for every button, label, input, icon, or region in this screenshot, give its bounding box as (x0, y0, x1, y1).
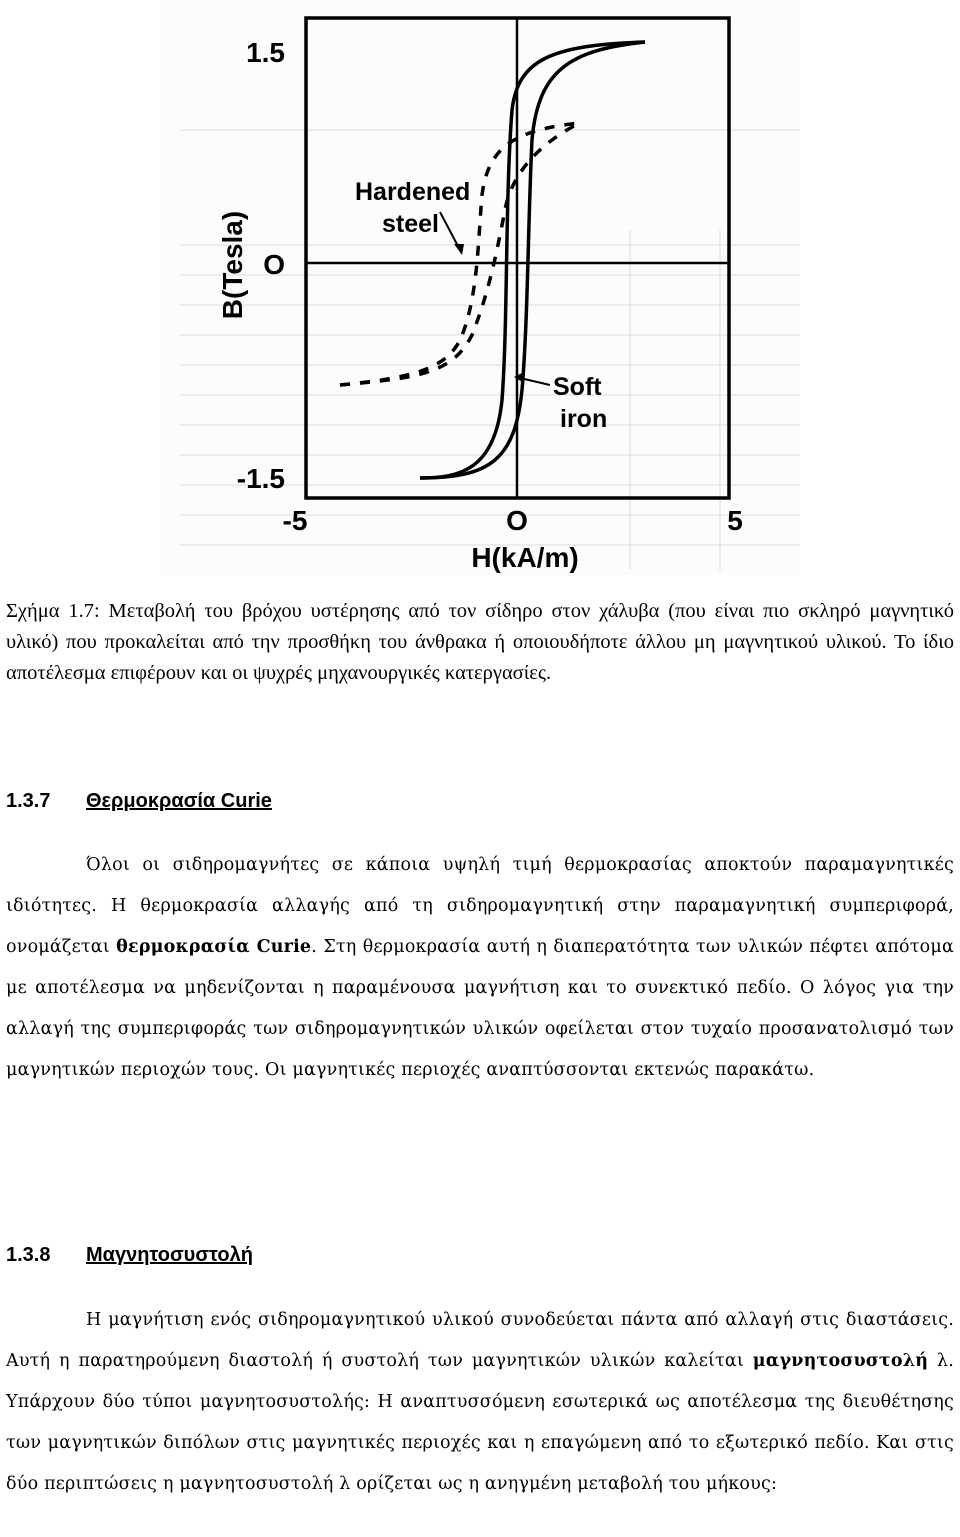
soft-label-line1: Soft (553, 373, 602, 401)
y-tick-top: 1.5 (246, 37, 285, 68)
section-title: Μαγνητοσυστολή (86, 1244, 253, 1266)
paragraph-text: Όλοι οι σιδηρομαγνήτες σε κάποια υψηλή τιμή θερμοκρασίας αποκτούν παραμαγνητικές ιδιότητες. Η θερμοκρασία αλλαγής από τη σιδηρομαγνητική στην παραμαγνητική συμπεριφορά, ονομάζεται (6, 855, 954, 957)
y-tick-zero: O (263, 249, 285, 280)
figure-caption: Σχήμα 1.7: Μεταβολή του βρόχου υστέρησης από τον σίδηρο στον χάλυβα (που είναι πιο σκληρό μαγνητικό υλικό) που προκαλείται από την προσθήκη του άνθρακα ή οποιουδήποτε άλλου μη μαγνητικού υλικού. Το ίδιο αποτέλεσμα επιφέρουν και οι ψυχρές μηχανουργικές κατεργασίες. (6, 600, 954, 684)
x-tick-right: 5 (727, 505, 743, 536)
paragraph-curie (6, 845, 954, 1091)
y-axis-label: B(Tesla) (217, 210, 248, 320)
paragraph-text-cont: λ. Υπάρχουν δύο τύποι μαγνητοσυστολής: Η αναπτυσσόμενη εσωτερικά ως αποτέλεσμα της διευθέτησης των μαγνητικών διπόλων στις μαγνητικές περιοχές και η επαγώμενη από το εξωτερικό πεδίο. Και στις δύο περιπτώσεις η μαγνητοσυστολή λ ορίζεται ως η ανηγμένη μεταβολή του μήκους: (6, 1351, 954, 1494)
x-tick-zero: O (506, 505, 528, 536)
hardened-label-line1: Hardened (355, 178, 471, 206)
x-axis-label: H(kA/m) (471, 542, 579, 573)
section-number: 1.3.8 (6, 1244, 51, 1266)
soft-label-line2: iron (560, 405, 608, 433)
section-title: Θερμοκρασία Curie (86, 790, 272, 812)
paragraph-text-cont: . Στη θερμοκρασία αυτή η διαπερατότητα των υλικών πέφτει απότομα με αποτέλεσμα να μηδενίζονται η παραμένουσα μαγνήτιση και το συνεκτικό πεδίο. Ο λόγος για την αλλαγή της συμπεριφοράς των σιδηρομαγνητικών υλικών οφείλεται στον τυχαίο προσανατολισμό των μαγνητικών περιοχών τους. Οι μαγνητικές περιοχές αναπτύσσονται εκτενώς παρακάτω. (6, 937, 955, 1080)
section-heading-magnetostriction (6, 1243, 253, 1267)
hysteresis-figure (160, 0, 800, 580)
section-number: 1.3.7 (6, 790, 51, 812)
y-tick-bottom: -1.5 (236, 463, 285, 494)
paragraph-text: Η μαγνήτιση ενός σιδηρομαγνητικού υλικού συνοδεύεται πάντα από αλλαγή στις διαστάσεις. Αυτή η παρατηρούμενη διαστολή ή συστολή των μαγνητικών υλικών καλείται (6, 1310, 954, 1371)
term-magnetostriction: μαγνητοσυστολή (752, 1351, 929, 1371)
paragraph-magnetostriction (6, 1300, 954, 1505)
term-curie-temperature: θερμοκρασία Curie (116, 937, 312, 957)
x-tick-left: -5 (282, 505, 308, 536)
hysteresis-plot (160, 0, 800, 580)
hardened-label-line2: steel (382, 210, 439, 238)
section-heading-curie (6, 789, 272, 813)
